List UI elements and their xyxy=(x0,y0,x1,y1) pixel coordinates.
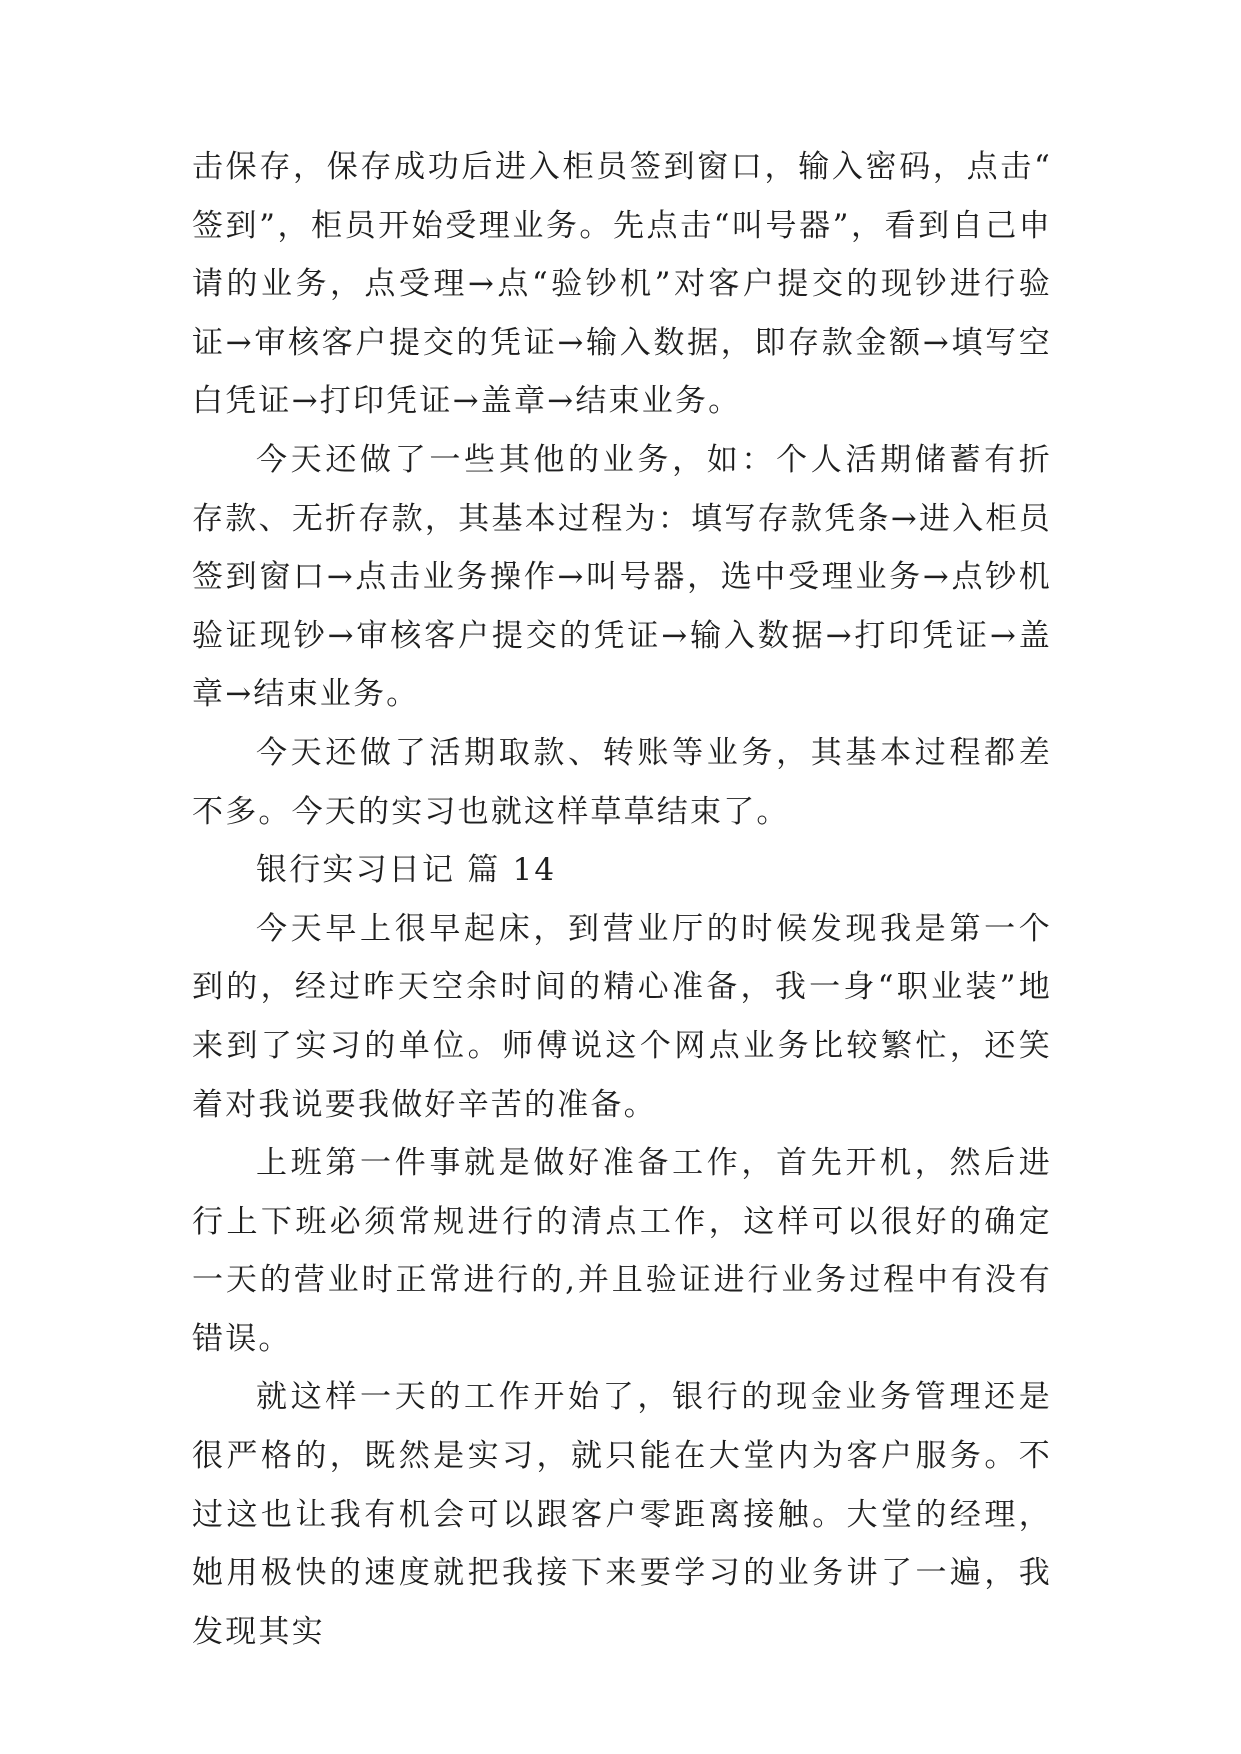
paragraph-day-start: 就这样一天的工作开始了，银行的现金业务管理还是很严格的，既然是实习，就只能在大堂内为客户服务。不过这也让我有机会可以跟客户零距离接触。大堂的经理，她用极快的速度就把我接下来要学习的业务讲了一遍，我发现其实 xyxy=(192,1379,1052,1650)
document-body xyxy=(192,138,1052,1661)
paragraph-morning: 今天早上很早起床，到营业厅的时候发现我是第一个到的，经过昨天空余时间的精心准备，我一身“职业装”地来到了实习的单位。师傅说这个网点业务比较繁忙，还笑着对我说要我做好辛苦的准备。 xyxy=(192,910,1052,1123)
paragraph-continued: 击保存，保存成功后进入柜员签到窗口，输入密码，点击“签到”，柜员开始受理业务。先点击“叫号器”，看到自己申请的业务，点受理→点“验钞机”对客户提交的现钞进行验证→审核客户提交的凭证→输入数据，即存款金额→填写空白凭证→打印凭证→盖章→结束业务。 xyxy=(192,149,1052,420)
paragraph-withdrawal-transfer: 今天还做了活期取款、转账等业务，其基本过程都差不多。今天的实习也就这样草草结束了。 xyxy=(192,734,1052,830)
paragraph-preparation: 上班第一件事就是做好准备工作，首先开机，然后进行上下班必须常规进行的清点工作，这样可以很好的确定一天的营业时正常进行的,并且验证进行业务过程中有没有错误。 xyxy=(192,1145,1052,1357)
section-heading: 银行实习日记 篇 14 xyxy=(256,852,557,889)
paragraph-other-business: 今天还做了一些其他的业务，如：个人活期储蓄有折存款、无折存款，其基本过程为：填写存款凭条→进入柜员签到窗口→点击业务操作→叫号器，选中受理业务→点钞机验证现钞→审核客户提交的凭证→输入数据→打印凭证→盖章→结束业务。 xyxy=(192,441,1052,713)
